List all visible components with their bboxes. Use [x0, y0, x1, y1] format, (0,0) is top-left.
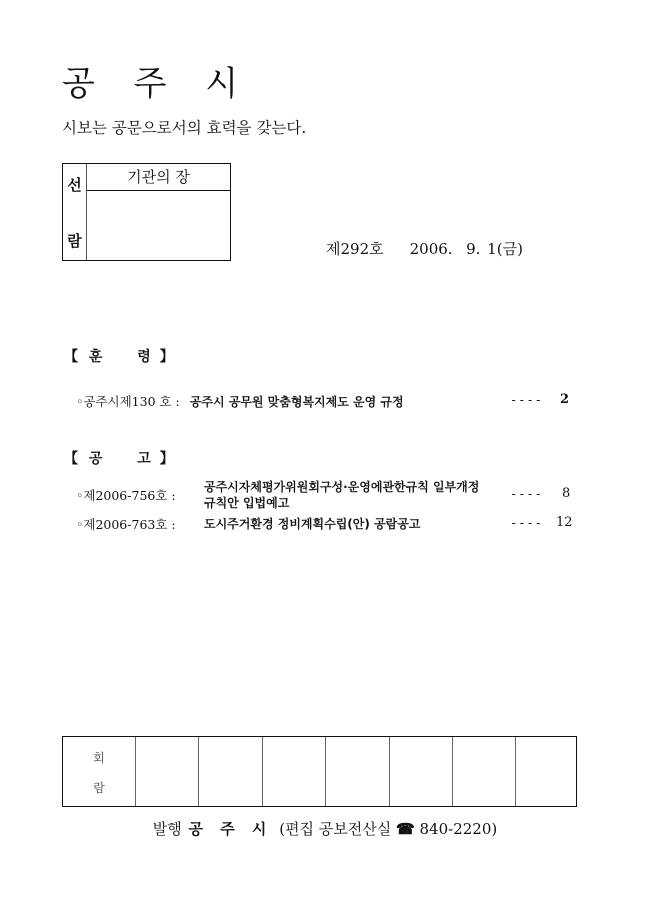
- section-heading-directive: [64, 346, 174, 366]
- bullet-icon: ◦: [76, 517, 84, 532]
- publisher-footer: [0, 818, 650, 839]
- entry-leader: ----: [510, 487, 543, 501]
- entry-number: 공주시제130 호 :: [83, 394, 180, 409]
- bracket-open: 【: [64, 349, 78, 365]
- entry-title: 도시주거환경 정비계획수립(안) 공람공고: [204, 517, 421, 531]
- section-heading-notice: [64, 448, 174, 468]
- footer-phone: 840-2220): [419, 820, 498, 838]
- issue-number: 제292호: [326, 240, 384, 258]
- entry-page: 2: [560, 392, 570, 407]
- circulation-sign-cell[interactable]: [263, 737, 326, 806]
- issue-info: [326, 238, 523, 259]
- toc-entry[interactable]: [76, 392, 586, 410]
- toc-entry[interactable]: [76, 515, 586, 533]
- toc-entry[interactable]: [76, 478, 586, 512]
- entry-number-wrap: [76, 515, 176, 533]
- heading-char: 훈: [88, 349, 103, 365]
- issue-date: 2006. 9. 1(금): [409, 240, 523, 258]
- heading-char: 고: [137, 451, 151, 467]
- footer-prefix: 발행: [152, 820, 182, 838]
- circulation-sign-cell[interactable]: [453, 737, 516, 806]
- circulation-sign-cell[interactable]: [326, 737, 390, 806]
- entry-page: 12: [556, 515, 573, 530]
- entry-leader: ----: [510, 393, 543, 407]
- gazette-subtitle: 시보는 공문으로서의 효력을 갖는다.: [62, 119, 307, 137]
- circulation-label-cell: [63, 737, 136, 806]
- entry-number: 제2006-763호 :: [83, 517, 176, 532]
- heading-char: 공: [88, 451, 103, 467]
- heading-char: 령: [137, 349, 151, 365]
- circulation-label-top: 회: [93, 751, 105, 765]
- entry-title-line1: 공주시자체평가위원회구성·운영에관한규칙 일부개정: [204, 480, 480, 494]
- circulation-sign-cell[interactable]: [199, 737, 263, 806]
- circulation-table: [62, 736, 577, 807]
- circulation-sign-cell[interactable]: [136, 737, 199, 806]
- sign-off-side-label: [63, 164, 87, 260]
- footer-city: 공 주 시: [188, 820, 273, 838]
- phone-icon: ☎: [396, 820, 415, 838]
- bracket-open: 【: [64, 451, 78, 467]
- agency-head-label: 기관의 장: [87, 164, 230, 191]
- sign-off-box: [62, 163, 231, 261]
- circulation-label-bottom: 람: [93, 781, 105, 795]
- bracket-close: 】: [159, 451, 174, 467]
- entry-title-line2: 규칙안 입법예고: [204, 496, 290, 510]
- circulation-sign-cell[interactable]: [390, 737, 453, 806]
- bracket-close: 】: [159, 349, 174, 365]
- circulation-sign-cell[interactable]: [516, 737, 576, 806]
- sign-off-side-bottom: 람: [67, 232, 82, 250]
- entry-number: 제2006-756호 :: [83, 488, 176, 503]
- bullet-icon: ◦: [76, 394, 84, 409]
- entry-title: 공주시 공무원 맞춤형복지제도 운영 규정: [189, 395, 404, 409]
- entry-leader: ----: [510, 516, 543, 530]
- entry-page: 8: [562, 486, 571, 501]
- bullet-icon: ◦: [76, 488, 84, 503]
- entry-number-wrap: [76, 486, 176, 504]
- gazette-title: 공 주 시: [62, 64, 253, 104]
- sign-off-side-top: 선: [67, 176, 82, 194]
- footer-editor: (편집 공보전산실: [279, 820, 392, 838]
